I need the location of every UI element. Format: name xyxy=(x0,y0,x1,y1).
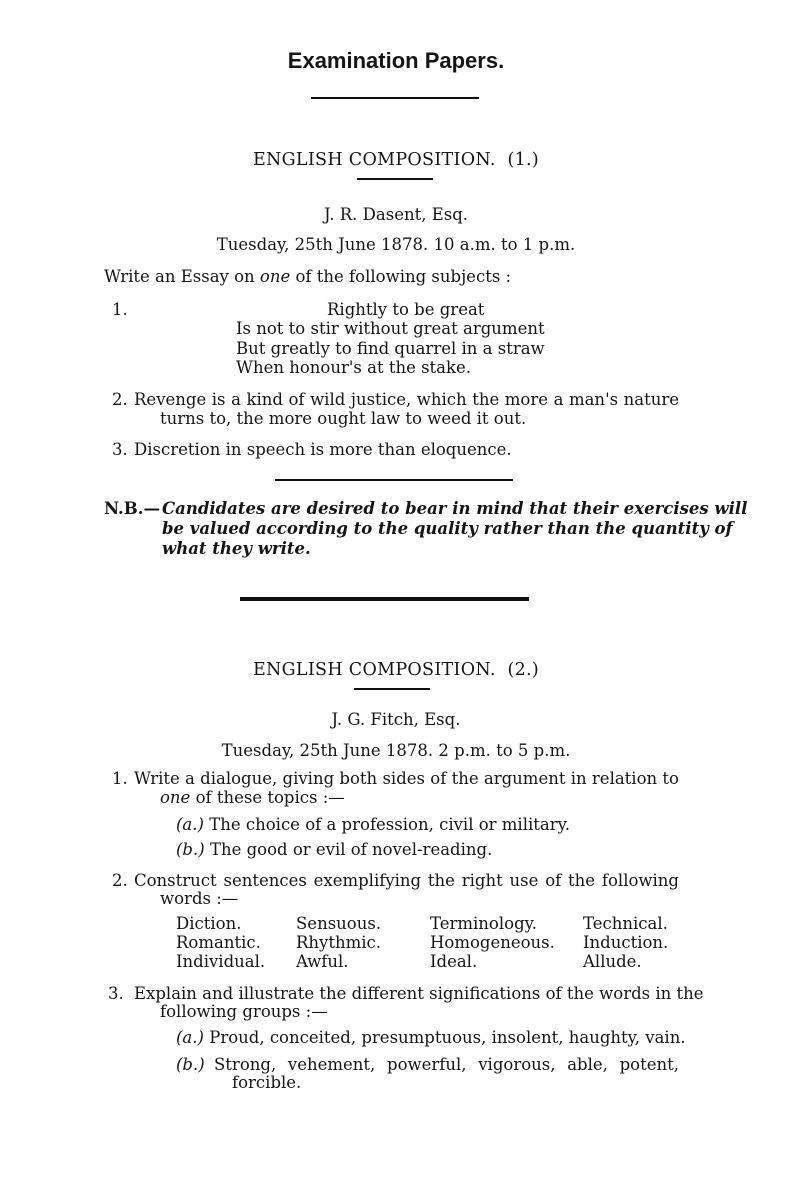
paper2-q3-b xyxy=(176,1055,205,1074)
nb-label: N.B.— xyxy=(104,499,160,518)
paper2-q1-line1: Write a dialogue, giving both sides of the argument in relation to xyxy=(134,769,679,788)
word-cell: Technical. xyxy=(583,914,668,933)
q1-b-text: The good or evil of novel-reading. xyxy=(209,840,493,859)
paper2-q1-a xyxy=(176,815,570,834)
q1-a-text: The choice of a profession, civil or military. xyxy=(209,815,570,834)
word-cell: Rhythmic. xyxy=(296,933,382,952)
paper2-q2-line2: words :— xyxy=(160,889,239,908)
q1-a-label: (a.) xyxy=(176,815,204,834)
paper2-number: (2.) xyxy=(507,660,540,680)
paper1-q2-number: 2. xyxy=(112,390,128,409)
word-cell: Homogeneous. xyxy=(430,933,555,952)
word-cell: Awful. xyxy=(296,952,349,971)
paper1-q2-line2: turns to, the more ought law to weed it out. xyxy=(160,409,527,428)
paper1-heading-rule xyxy=(357,178,433,180)
paper1-section-rule xyxy=(275,479,513,481)
paper2-q3-line1: Explain and illustrate the different significations of the words in the xyxy=(134,984,704,1003)
word-cell: Terminology. xyxy=(430,914,538,933)
paper1-examiner: J. R. Dasent, Esq. xyxy=(323,205,469,224)
q3-a-text: Proud, conceited, presumptuous, insolent, haughty, vain. xyxy=(209,1028,686,1047)
paper2-heading-text: ENGLISH COMPOSITION. xyxy=(252,660,496,680)
paper1-instruction xyxy=(104,267,511,286)
q3-b-label: (b.) xyxy=(176,1055,205,1074)
nb-line1: Candidates are desired to bear in mind that their exercises will xyxy=(162,499,748,518)
word-cell: Individual. xyxy=(176,952,266,971)
q1-line2-em: one xyxy=(160,788,191,807)
paper1-date-time: Tuesday, 25th June 1878. 10 a.m. to 1 p.m. xyxy=(216,235,576,254)
page-title: Examination Papers. xyxy=(287,48,505,73)
paper2-q3-number: 3. xyxy=(108,984,124,1003)
paper2-q2-number: 2. xyxy=(112,871,128,890)
q1-b-label: (b.) xyxy=(176,840,205,859)
title-rule xyxy=(311,97,479,99)
paper1-heading xyxy=(0,150,792,170)
q1-line2-post: of these topics :— xyxy=(190,788,345,807)
word-cell: Romantic. xyxy=(176,933,261,952)
word-cell: Sensuous. xyxy=(296,914,382,933)
paper2-date-time: Tuesday, 25th June 1878. 2 p.m. to 5 p.m. xyxy=(221,741,571,760)
paper2-q1-b xyxy=(176,840,492,859)
paper2-q2-line1: Construct sentences exemplifying the right use of the following xyxy=(134,871,679,890)
paper1-q3-text: Discretion in speech is more than eloquence. xyxy=(134,440,512,459)
paper1-q1-line: When honour's at the stake. xyxy=(236,358,472,377)
word-cell: Allude. xyxy=(583,952,642,971)
paper-separator-rule xyxy=(240,597,529,601)
paper2-q1-number: 1. xyxy=(112,769,128,788)
paper2-q3-line2: following groups :— xyxy=(160,1002,328,1021)
paper1-q2-line1: Revenge is a kind of wild justice, which the more a man's nature xyxy=(134,390,679,409)
paper1-q1-line: Is not to stir without great argument xyxy=(236,319,545,338)
instruction-pre: Write an Essay on xyxy=(104,267,260,286)
word-cell: Ideal. xyxy=(430,952,478,971)
paper2-q3-a xyxy=(176,1028,686,1047)
paper1-q3-number: 3. xyxy=(112,440,128,459)
paper2-q3-b-line2: forcible. xyxy=(232,1073,302,1092)
paper2-q3-b-line1: Strong, vehement, powerful, vigorous, able, potent, xyxy=(214,1055,679,1074)
word-cell: Induction. xyxy=(583,933,669,952)
paper1-heading-text: ENGLISH COMPOSITION. xyxy=(252,150,496,170)
paper1-q1-line: Rightly to be great xyxy=(327,300,485,319)
nb-line3: what they write. xyxy=(162,539,311,558)
paper1-q1-line: But greatly to find quarrel in a straw xyxy=(236,339,545,358)
paper2-heading xyxy=(0,660,792,680)
paper2-heading-rule xyxy=(354,688,430,690)
paper1-number: (1.) xyxy=(507,150,540,170)
q3-a-label: (a.) xyxy=(176,1028,204,1047)
word-cell: Diction. xyxy=(176,914,242,933)
instruction-post: of the following subjects : xyxy=(290,267,512,286)
instruction-em: one xyxy=(259,267,291,286)
paper2-q1-line2 xyxy=(160,788,345,807)
paper2-examiner: J. G. Fitch, Esq. xyxy=(331,710,461,729)
nb-line2: be valued according to the quality rather than the quantity of xyxy=(162,519,733,538)
paper1-q1-number: 1. xyxy=(112,300,128,319)
